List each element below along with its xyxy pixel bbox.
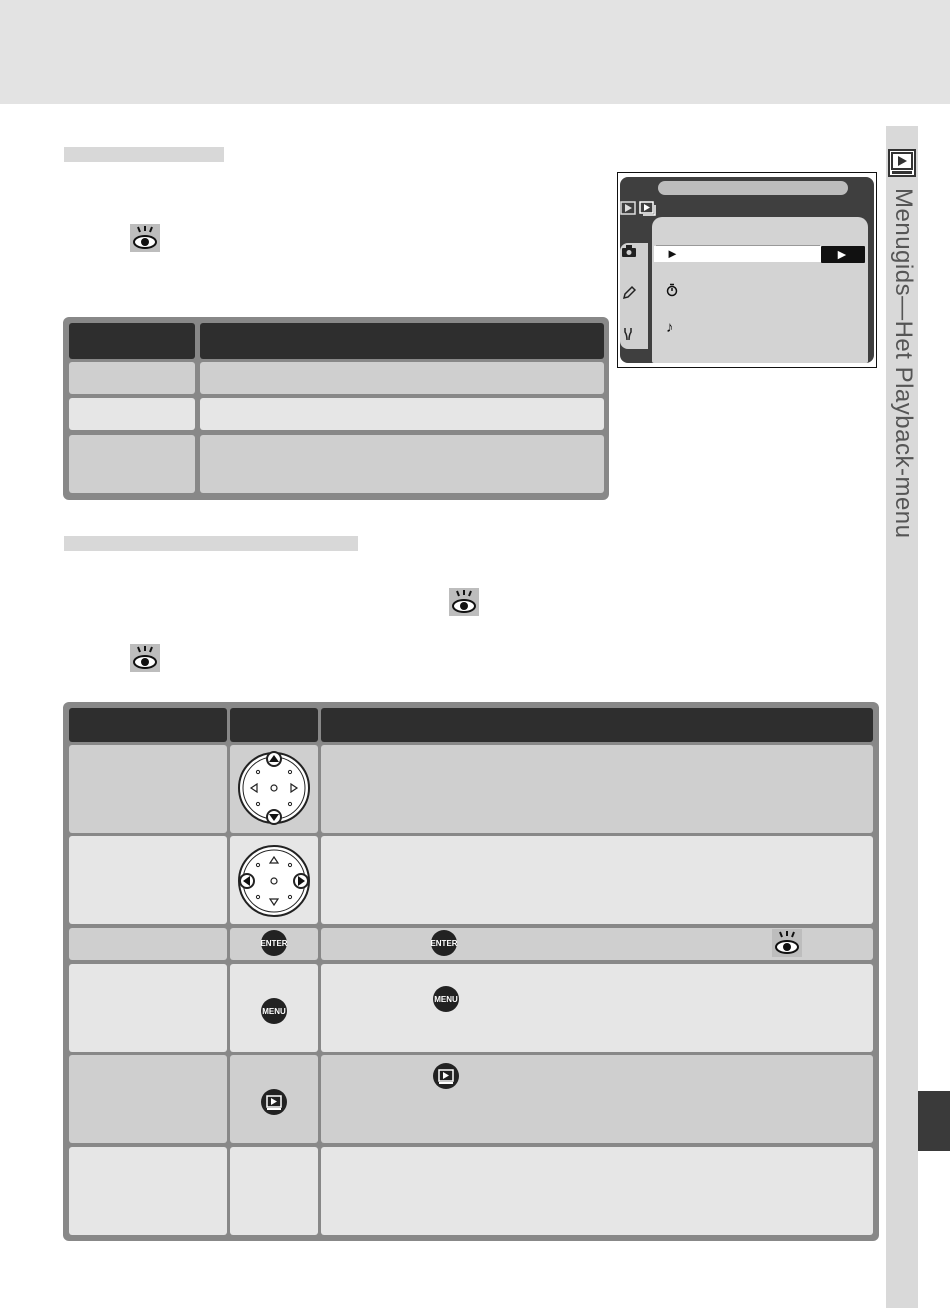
section-heading-bar (64, 147, 224, 162)
menu-label: MENU (434, 994, 458, 1004)
controls-table (63, 702, 879, 1241)
table-cell (200, 398, 604, 430)
table-header-cell (230, 708, 318, 742)
enter-label: ENTER (430, 938, 458, 948)
table-cell (69, 964, 227, 1052)
table-cell (321, 1147, 873, 1235)
table-cell (230, 1147, 318, 1235)
camera-icon (621, 244, 637, 258)
camera-menu-panel (652, 217, 868, 363)
eye-reference-icon (449, 588, 479, 616)
menu-label: MENU (262, 1006, 286, 1016)
wrench-icon (621, 326, 637, 342)
multi-image-icon (639, 201, 659, 217)
table-cell (321, 836, 873, 924)
timer-icon (666, 283, 678, 297)
table-cell (69, 435, 195, 493)
menu-button-icon (261, 998, 287, 1024)
table-cell (321, 1055, 873, 1143)
multi-selector-left-right-icon (237, 843, 311, 919)
options-table (63, 317, 609, 500)
pencil-icon (621, 285, 637, 301)
sidebar-title: Menugids—Het Playback-menu (890, 188, 917, 539)
table-cell (69, 745, 227, 833)
table-header-cell (69, 708, 227, 742)
play-selected-symbol: ► (835, 246, 849, 262)
play-symbol: ► (666, 246, 679, 261)
multi-selector-up-down-icon (237, 750, 311, 826)
enter-button-icon (431, 930, 457, 956)
thumb-index-tab (918, 1091, 950, 1151)
menu-item-highlighted[interactable] (654, 246, 822, 262)
section-heading-bar (64, 536, 358, 551)
table-cell (69, 1055, 227, 1143)
camera-menu-title-bar (658, 181, 848, 195)
table-cell (69, 398, 195, 430)
table-cell (321, 745, 873, 833)
table-cell (69, 928, 227, 960)
playback-button-icon (433, 1063, 459, 1089)
eye-reference-icon (130, 224, 160, 252)
eye-reference-icon (130, 644, 160, 672)
table-cell (321, 964, 873, 1052)
playback-mode-icon (888, 149, 916, 177)
table-cell (69, 836, 227, 924)
enter-label: ENTER (260, 938, 288, 948)
table-cell (69, 362, 195, 394)
playback-button-icon (261, 1089, 287, 1115)
table-cell (200, 362, 604, 394)
table-header-cell (69, 323, 195, 359)
eye-reference-icon (772, 929, 802, 957)
menu-item-arrow-selected[interactable] (821, 246, 865, 263)
enter-button-icon (261, 930, 287, 956)
page-header-band (0, 0, 950, 104)
note-symbol: ♪ (666, 319, 674, 336)
table-header-cell (321, 708, 873, 742)
playback-tab-icon (620, 201, 636, 215)
table-header-cell (200, 323, 604, 359)
table-cell (69, 1147, 227, 1235)
table-cell (200, 435, 604, 493)
menu-button-icon (433, 986, 459, 1012)
camera-menu-screenshot (617, 172, 877, 368)
